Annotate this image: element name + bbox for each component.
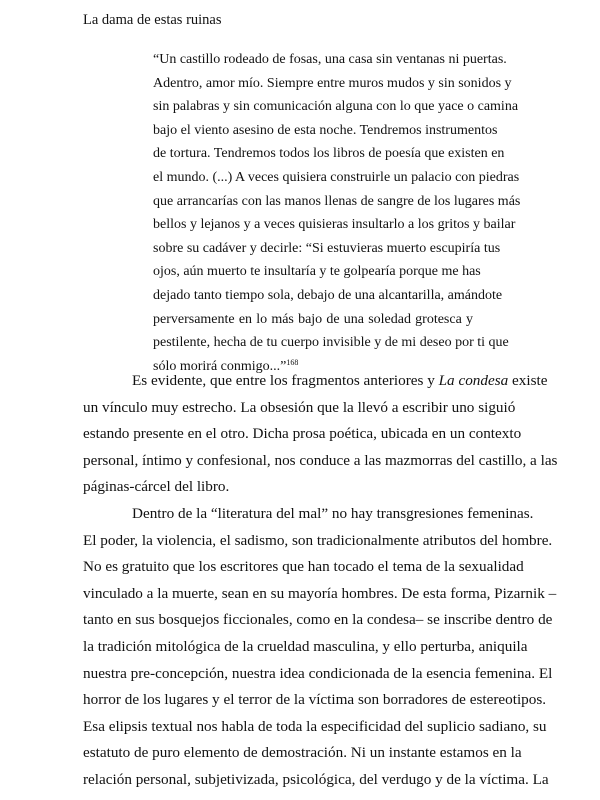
quote-line-text: sólo morirá conmigo...” [153, 358, 287, 374]
paragraph-2 [83, 501, 557, 794]
paragraph-line: nuestra pre-concepción, nuestra idea condicionada de la esencia femenina. El [83, 664, 553, 682]
quote-line: bellos y lejanos y a veces quisieras insultarlo a los gritos y bailar [153, 217, 516, 233]
quote-line: pestilente, hecha de tu cuerpo invisible y de mi deseo por ti que [153, 335, 509, 351]
quote-line: sin palabras y sin comunicación alguna con lo que yace o camina [153, 99, 519, 115]
quote-line: Adentro, amor mío. Siempre entre muros mudos y sin sonidos y [153, 75, 512, 91]
running-header: La dama de estas ruinas [83, 12, 222, 28]
paragraph-text: existe [508, 372, 548, 389]
book-title-italic: La condesa [438, 372, 509, 389]
block-quote [153, 48, 521, 378]
paragraph-line: la tradición mitológica de la crueldad masculina, y ello perturba, aniquila [83, 637, 528, 655]
paragraph-text: Es evidente, que entre los fragmentos anteriores y [132, 372, 439, 389]
paragraph-line: personal, íntimo y confesional, nos conduce a las mazmorras del castillo, a las [83, 451, 558, 469]
quote-line: “Un castillo rodeado de fosas, una casa sin ventanas ni puertas. [153, 52, 507, 67]
paragraph-line: tanto en sus bosquejos ficcionales, como en la condesa– se inscribe dentro de [83, 611, 553, 629]
paragraph-line: Dentro de la “literatura del mal” no hay transgresiones femeninas. [132, 505, 534, 522]
footnote-reference[interactable]: 168 [286, 357, 299, 367]
paragraph-line: No es gratuito que los escritores que han tocado el tema de la sexualidad [83, 558, 524, 576]
paragraph-line: Esa elipsis textual nos habla de toda la especificidad del suplicio sadiano, su [83, 717, 547, 735]
quote-line: perversamente en lo más bajo de una soledad grotesca y [153, 311, 473, 327]
paragraph-line: vinculado a la muerte, sean en su mayoría hombres. De esta forma, Pizarnik – [83, 584, 557, 602]
quote-line: ojos, aún muerto te insultaría y te golpearía porque me has [153, 264, 481, 280]
paragraph-line: estatuto de puro elemento de demostración. Ni un instante estamos en la [83, 744, 522, 762]
quote-line: de tortura. Tendremos todos los libros de poesía que existen en [153, 146, 505, 162]
paragraph-line: páginas-cárcel del libro. [83, 478, 230, 496]
quote-line: el mundo. (...) A veces quisiera construirle un palacio con piedras [153, 169, 520, 185]
paragraph-line: un vínculo muy estrecho. La obsesión que la llevó a escribir uno siguió [83, 398, 516, 416]
paragraph-line: relación personal, subjetivizada, psicológica, del verdugo y de la víctima. La [83, 770, 549, 788]
quote-line: dejado tanto tiempo sola, debajo de una alcantarilla, amándote [153, 287, 503, 303]
quote-line: sobre su cadáver y decirle: “Si estuvieras muerto escupiría tus [153, 240, 501, 256]
paragraph-1 [83, 368, 558, 501]
paragraph-line: horror de los lugares y el terror de la víctima son borradores de estereotipos. [83, 691, 547, 709]
paragraph-line: estando presente en el otro. Dicha prosa poética, ubicada en un contexto [83, 425, 522, 443]
quote-line: que arrancarías con las manos llenas de sangre de los lugares más [153, 193, 521, 209]
paragraph-first-line [83, 368, 548, 395]
paragraph-line: El poder, la violencia, el sadismo, son tradicionalmente atributos del hombre. [83, 531, 553, 549]
quote-line: bajo el viento asesino de esta noche. Tendremos instrumentos [153, 122, 498, 138]
